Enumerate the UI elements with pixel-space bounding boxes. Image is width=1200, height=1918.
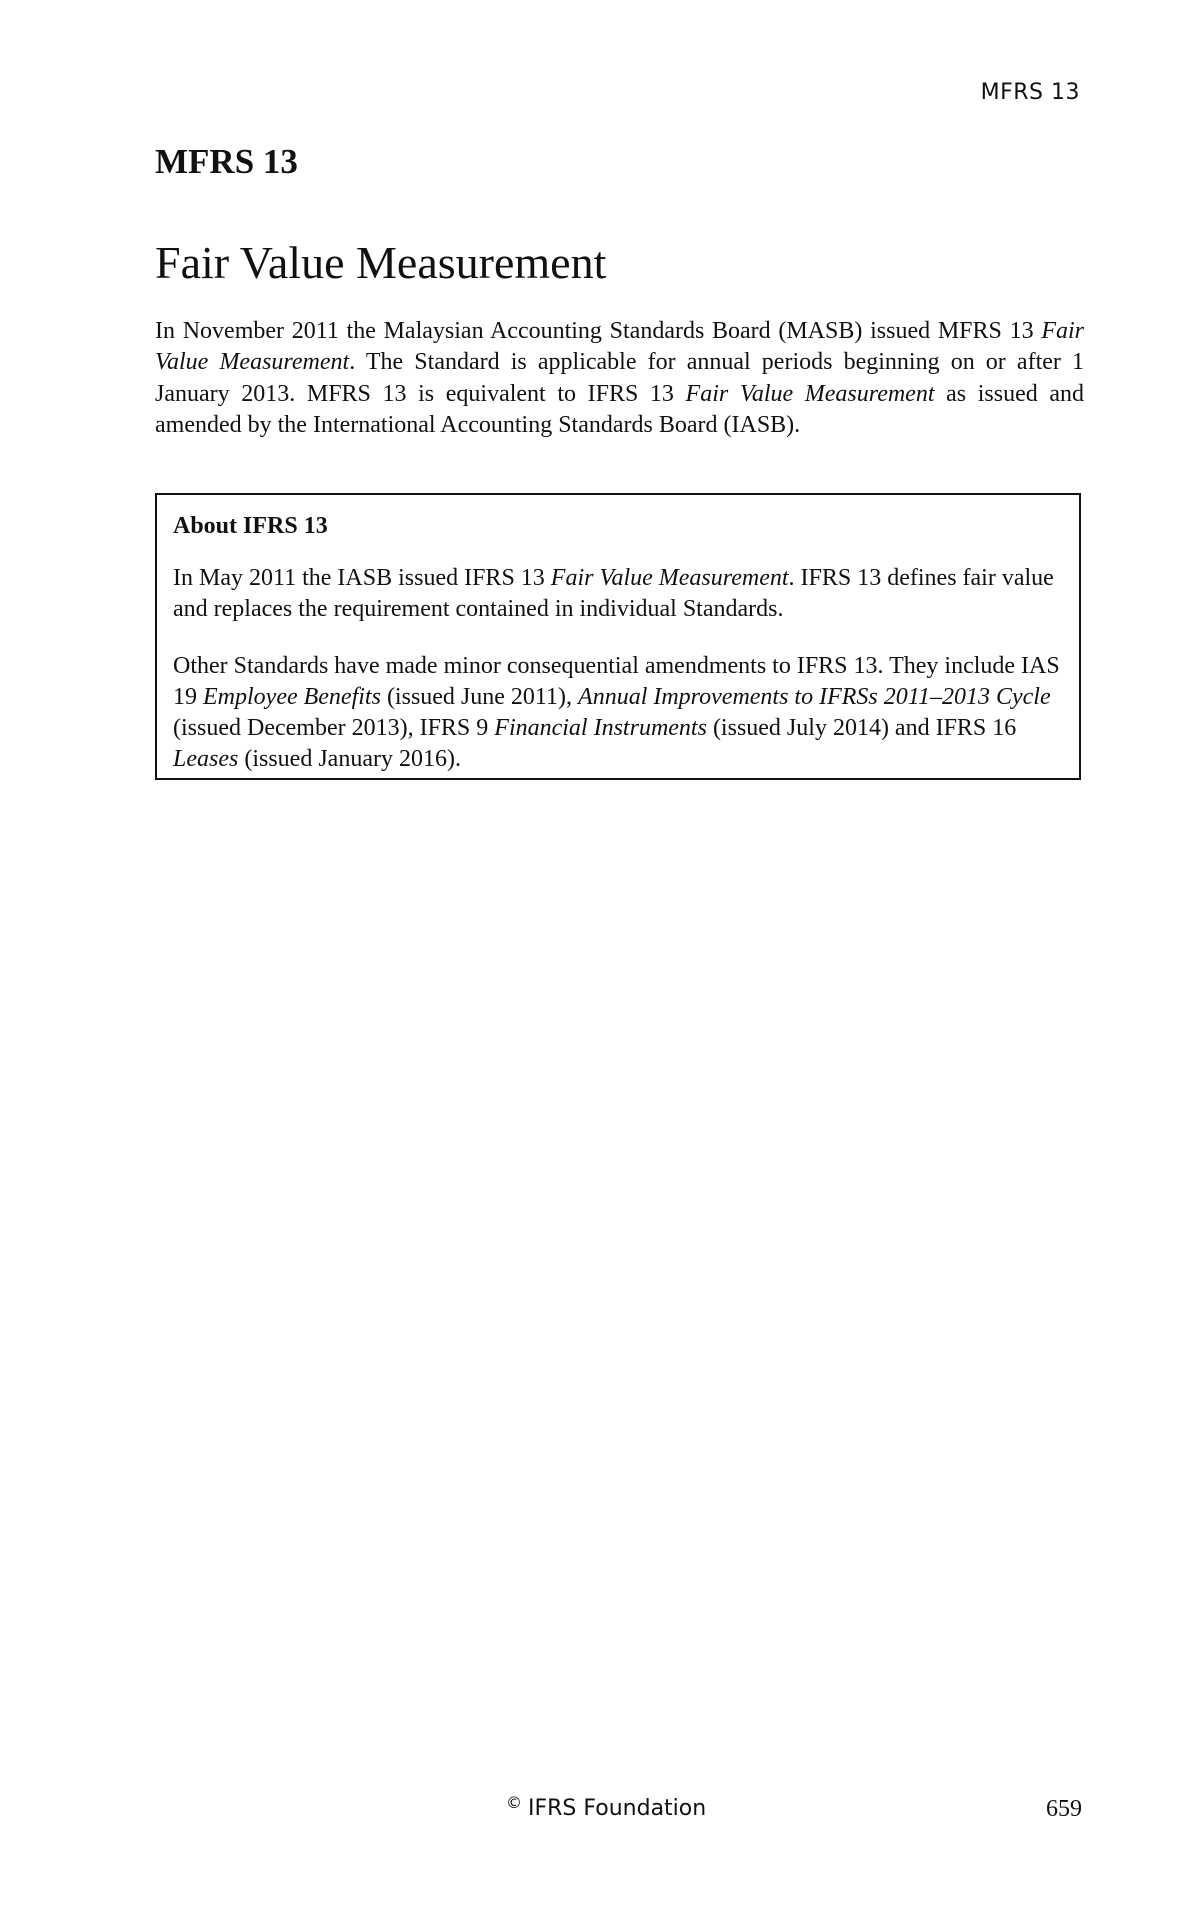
about-p2-text-3: (issued December 2013), IFRS 9 [173, 715, 495, 741]
copyright-text: IFRS Foundation [528, 1796, 707, 1821]
about-p2-italic-1: Employee Benefits [203, 684, 381, 710]
about-paragraph-1 [173, 563, 1063, 625]
about-p2-text-2: (issued June 2011), [380, 684, 579, 710]
standard-code: MFRS 13 [155, 142, 298, 181]
about-p1-text-1: In May 2011 the IASB issued IFRS 13 [173, 565, 551, 591]
about-paragraph-2 [173, 651, 1063, 775]
copyright-icon: © [506, 1793, 522, 1812]
about-p2-italic-4: Leases [173, 746, 239, 772]
about-p2-text-5: (issued January 2016). [238, 746, 461, 772]
intro-italic-1: Fair Value Measurement [155, 318, 1084, 376]
about-box [155, 493, 1081, 780]
about-p2-text-4: (issued July 2014) and IFRS 16 [706, 715, 1017, 741]
about-heading: About IFRS 13 [173, 513, 328, 539]
about-p1-italic-1: Fair Value Measurement [550, 565, 789, 591]
intro-italic-2: Fair Value Measurement [685, 380, 935, 407]
page-number: 659 [1046, 1796, 1082, 1822]
about-p2-italic-2: Annual Improvements to IFRSs 2011–2013 Cycle [578, 684, 1051, 710]
intro-text-2: . The Standard is applicable for annual periods beginning on or after 1 January 2013. MFRS 13 is equivalent to IFRS 13 [155, 349, 1085, 407]
intro-text-3: as issued and amended by the International Accounting Standards Board (IASB). [155, 380, 1085, 439]
footer-copyright [506, 1793, 707, 1821]
running-header: MFRS 13 [980, 80, 1080, 105]
about-p1-text-2: . IFRS 13 defines fair value and replaces the requirement contained in individual Standards. [173, 565, 1054, 622]
about-p2-italic-3: Financial Instruments [494, 715, 707, 741]
intro-text-1: In November 2011 the Malaysian Accounting Standards Board (MASB) issued MFRS 13 [155, 318, 1042, 344]
page-title: Fair Value Measurement [155, 237, 607, 288]
about-p2-text-1: Other Standards have made minor consequential amendments to IFRS 13. They include IAS 19 [173, 653, 1060, 710]
intro-paragraph [155, 316, 1084, 442]
